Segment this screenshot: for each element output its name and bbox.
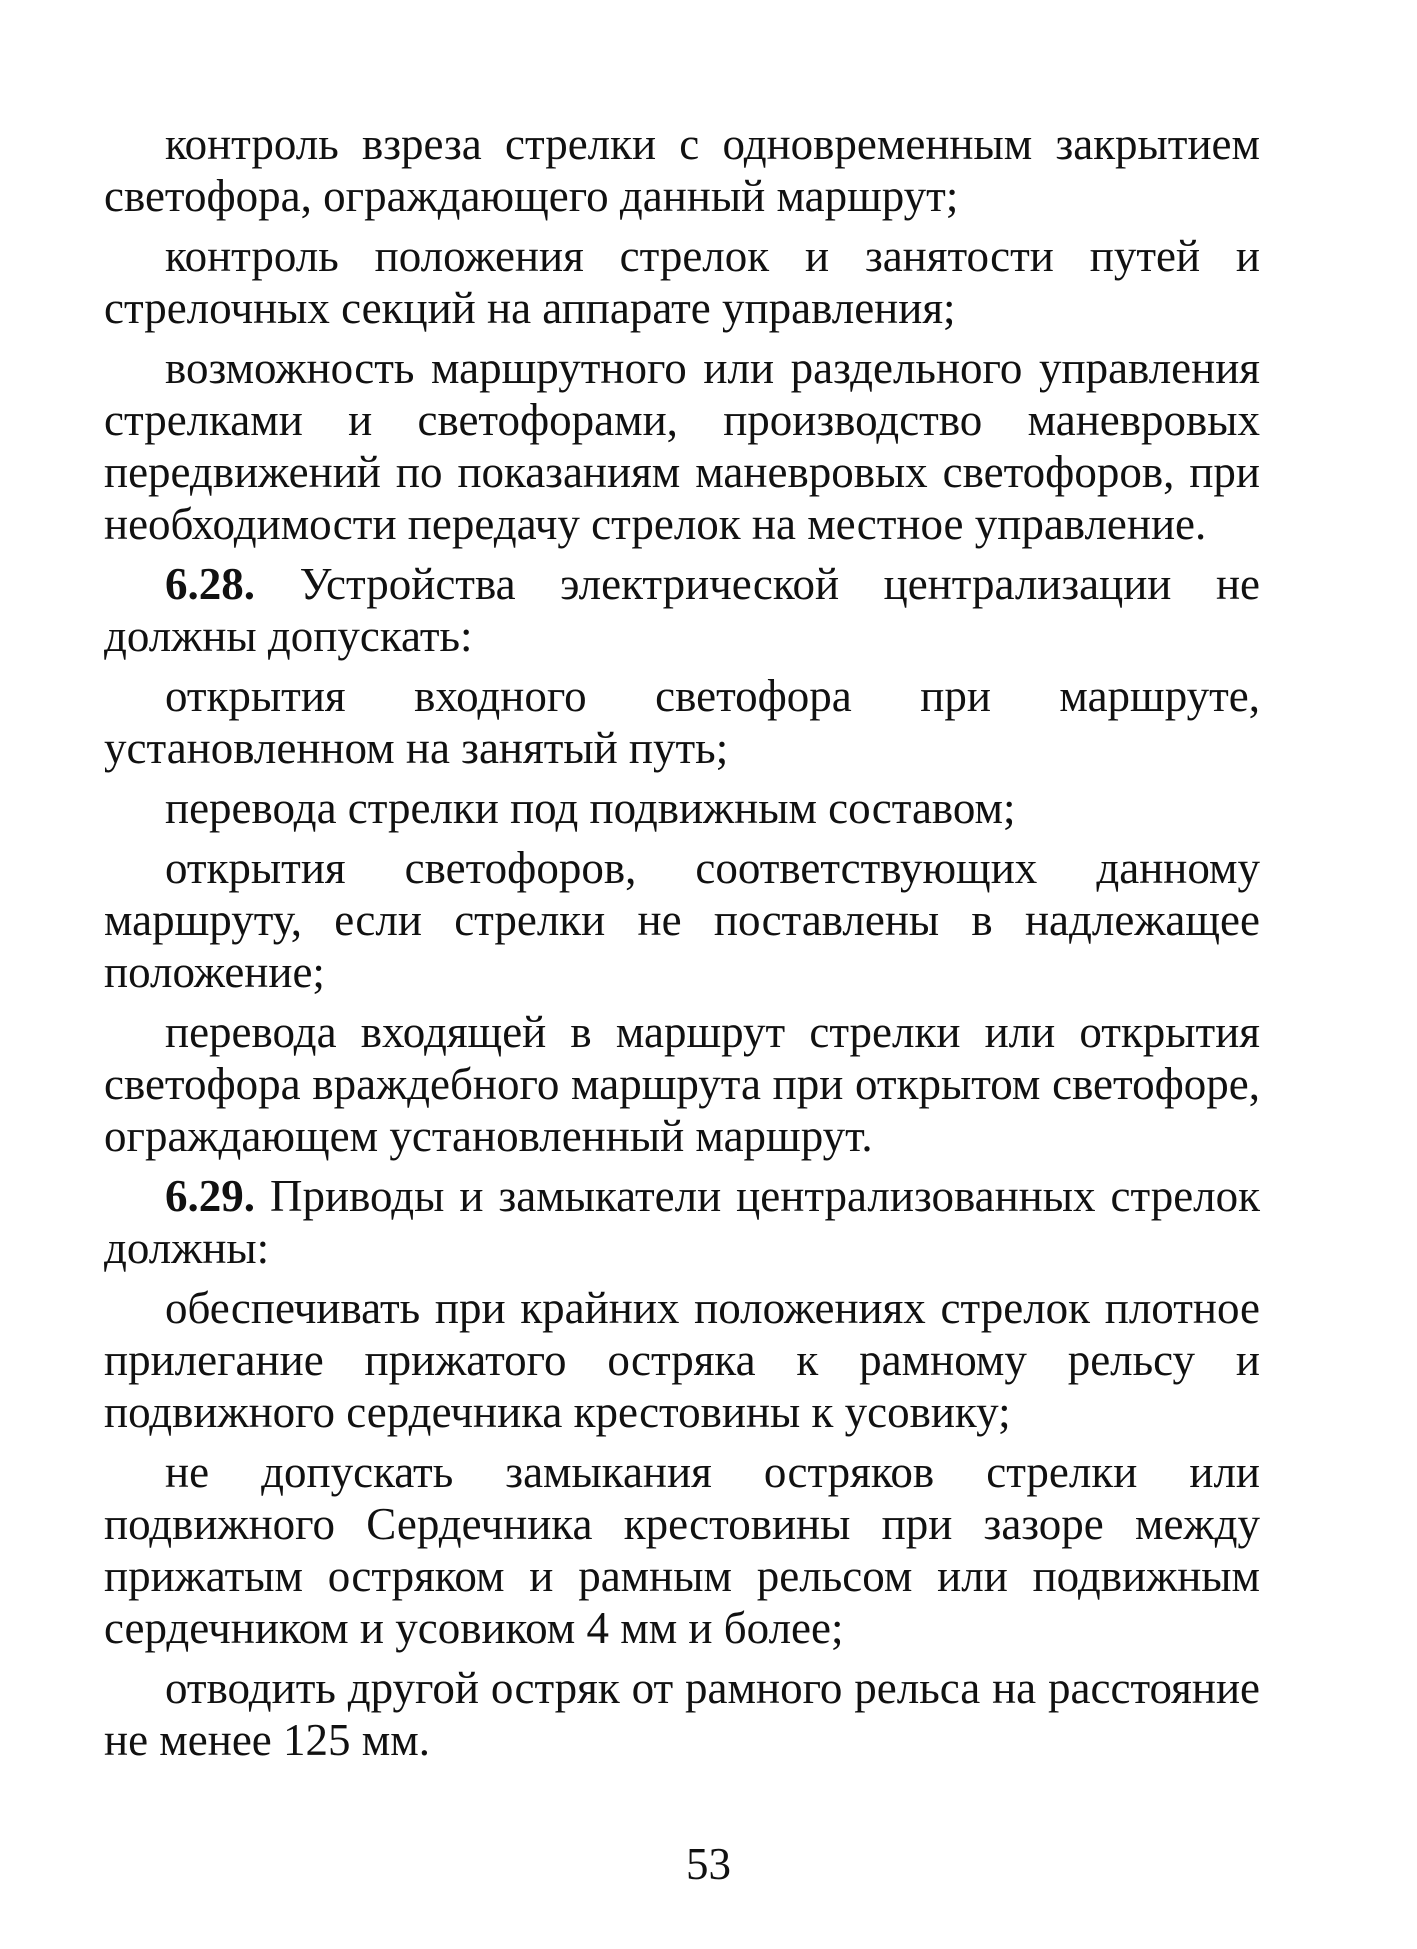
paragraph [104, 1006, 1260, 1162]
paragraph-text: открытия входного светофора при маршруте, установленном на занятый путь; [104, 671, 1260, 773]
section-number: 6.28. [165, 559, 255, 609]
paragraph [104, 1282, 1260, 1438]
paragraph-text: возможность маршрутного или раздельного управления стрелками и светофорами, производство маневровых передвижений по показаниям маневровых светофоров, при необходимости передачу стрелок на местное управление. [104, 343, 1260, 549]
paragraph-text: обеспечивать при крайних положениях стрелок плотное прилегание прижатого остряка к рамному рельсу и подвижного сердечника крестовины к усовику; [104, 1283, 1260, 1437]
paragraph-text: отводить другой остряк от рамного рельса на расстояние не менее 125 мм. [104, 1663, 1260, 1765]
paragraph [104, 782, 1260, 834]
paragraph-text: контроль взреза стрелки с одновременным закрытием светофора, ограждающего данный маршрут; [104, 119, 1260, 221]
paragraph [104, 118, 1260, 222]
paragraph-text: Приводы и замыкатели централизованных стрелок должны: [104, 1171, 1260, 1273]
section-paragraph-6-28 [104, 558, 1260, 662]
paragraph [104, 670, 1260, 774]
paragraph-text: не допускать замыкания остряков стрелки или подвижного Сердечника крестовины при зазоре между прижатым остряком и рамным рельсом или подвижным сердечником и усовиком 4 мм и более; [104, 1447, 1260, 1653]
paragraph [104, 842, 1260, 998]
section-paragraph-6-29 [104, 1170, 1260, 1274]
paragraph [104, 1446, 1260, 1654]
paragraph [104, 1662, 1260, 1766]
paragraph [104, 342, 1260, 550]
paragraph [104, 230, 1260, 334]
paragraph-text: контроль положения стрелок и занятости путей и стрелочных секций на аппарате управления; [104, 231, 1260, 333]
page-number: 53 [686, 1839, 731, 1889]
paragraph-text: открытия светофоров, соответствующих данному маршруту, если стрелки не поставлены в надлежащее положение; [104, 843, 1260, 997]
paragraph-text: перевода стрелки под подвижным составом; [165, 783, 1016, 833]
section-number: 6.29. [165, 1171, 255, 1221]
body-text [104, 118, 1260, 1774]
paragraph-text: Устройства электрической централизации не должны допускать: [104, 559, 1261, 661]
paragraph-text: перевода входящей в маршрут стрелки или открытия светофора враждебного маршрута при открытом светофоре, ограждающем установленный маршрут. [104, 1007, 1260, 1161]
